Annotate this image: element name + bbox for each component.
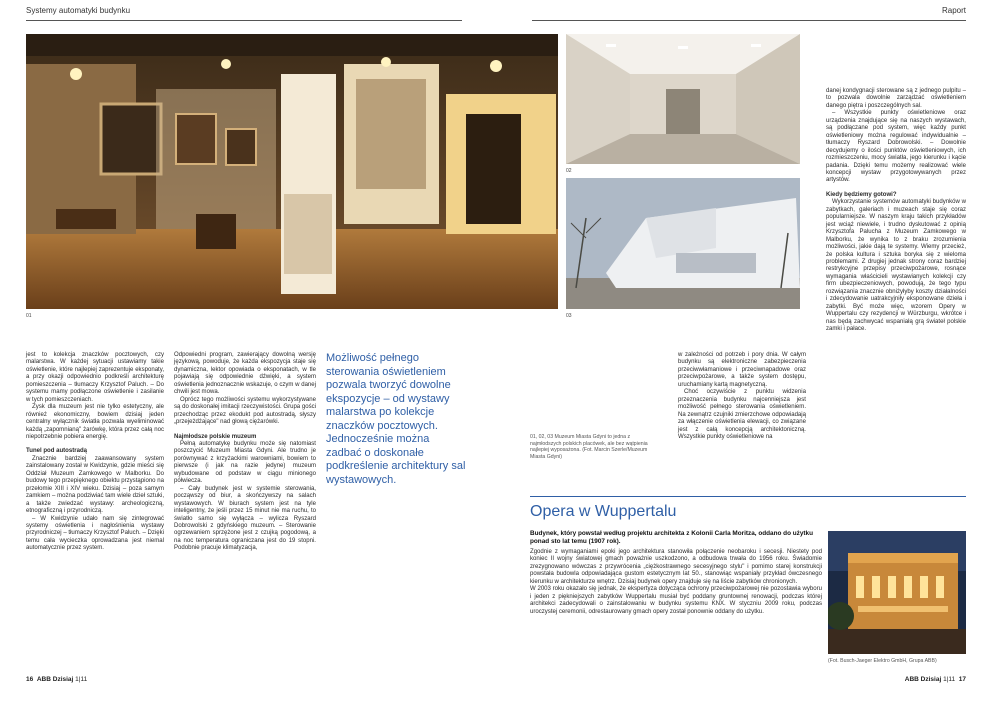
section-label: Raport	[941, 6, 966, 15]
paragraph: Zgodnie z wymaganiami epoki jego architektura stanowiła połączenie neobaroku i secesji. Niestety pod koniec II wojny światowej gmach poważnie uszkodzono, a odbudowa trwała do 1956 roku. Świadomie zrezygnowano wówczas z przywrócenia „ciężkostrawnego secesyjnego stylu" i pomimo starej konstrukcji powstała budowla odpowiadająca gustom estetycznym lat 50., stanowiąc wspaniały przykład ówczesnego kierunku w architekturze wnętrz. Dzisiaj budynek opery znajduje się na liście zabytków chronionych.	[530, 549, 822, 585]
paragraph: – Cały budynek jest w systemie sterowania, począwszy od biur, a skończywszy na salach wystawowych. W biurach system jest na tyle inteligentny, że jeśli przez 15 minut nie ma ruchu, to światło samo się wyłącza – wylicza Ryszard Dobrowolski z gdyńskiego muzeum. – Sterowanie ogrzewaniem sprzężone jest z czujką pogodową, a na noc temperatura ograniczana jest do 19 stopni. Podobnie pracuje klimatyzacja,	[174, 485, 316, 552]
paragraph: Choć oczywiście z punktu widzenia przeznaczenia budynku najcenniejsza jest możliwość pełnego sterowania oświetleniem. Na zewnątrz czujniki zmierzchowe odpowiadają za włączenie oświetlenia elewacji, co związane jest z całą koncepcją architektoniczną. Wszystkie punkty oświetleniowe na	[678, 389, 806, 440]
museum-building-image	[566, 178, 800, 309]
section-title: Systemy automatyki budynku	[26, 6, 131, 15]
subheading: Najmłodsze polskie muzeum	[174, 433, 257, 440]
photo-museum-building	[566, 178, 800, 309]
paragraph: danej kondygnacji sterowane są z jednego pulpitu – to pozwala dowolnie zarządzać oświetleniem danego piętra i poszczególnych sal.	[826, 88, 966, 109]
photo-label-03: 03	[566, 313, 572, 319]
page-number-left: 16	[26, 676, 34, 683]
header-rule-left	[26, 20, 462, 21]
photo-label-02: 02	[566, 168, 572, 174]
paragraph: jest to kolekcja znaczków pocztowych, czy malarstwa. W każdej sytuacji ustawiamy takie oświetlenie, które najlepiej zaprezentuje eksponaty, a przy okazji odpowiednio podkreśli architekturę pomieszczenia – tłumaczy Krzysztof Paluch. – Do systemu mamy podłączone oświetlenie i zasilanie w tych pomieszczeniach.	[26, 352, 164, 403]
opera-body	[530, 549, 822, 616]
paragraph: Wykorzystanie systemów automatyki budynków w zabytkach, galeriach i muzeach staje się coraz popularniejsze. W naszym kraju takich przykładów jest wciąż niewiele, i trudno dyskutować z opinią Krzysztofa Palucha z Muzeum Zamkowego w Malborku, że wynika to z braku zrozumienia możliwości, jakie dają te systemy. Wiemy przecież, że polska kultura i sztuka boryka się z wieloma problemami. Z drugiej jednak strony coraz bardziej restrykcyjne przepisy przeciwpożarowe, rosnące wymagania właścicieli wystawianych kolekcji czy firm ubezpieczeniowych, powodują, że tego typu rozwiązania znacznie obniżyłyby koszty działalności i zdecydowanie uatrakcyjniły eksponowane dzieła i zabytki. Być może więc, wzorem Opery w Wuppertalu czy rezydencji w Würzburgu, wkrótce i nas będą zachwycać wspaniałą grą świateł polskie zamki i pałace.	[826, 199, 966, 333]
issue-left: 1|11	[75, 676, 88, 683]
text-column-4	[826, 88, 966, 334]
opera-photo-caption: (Fot. Busch-Jaeger Elektro GmbH, Grupa ABB)	[828, 658, 937, 664]
subheading: Tunel pod autostradą	[26, 448, 88, 455]
museum-corridor-image	[566, 34, 800, 164]
photo-label-01: 01	[26, 313, 32, 319]
paragraph: Zysk dla muzeum jest nie tylko estetyczny, ale również ekonomiczny, bowiem dzisiaj jeden centralny wyłącznik światła pozwala wyeliminować każdą „zapomnianą" żarówkę, która przez całą noc niepotrzebnie pobiera energię.	[26, 404, 164, 440]
subheading: Kiedy będziemy gotowi?	[826, 191, 897, 198]
opera-heading: Opera w Wuppertalu	[530, 503, 677, 520]
paragraph: Znacznie bardziej zaawansowany system zainstalowany został w Kwidzynie, gdzie mieści się Oddział Muzeum Zamkowego w Malborku. Do budowy tego przepięknego obiektu przystąpiono na przełomie XIII i XIV wieku. Dzisiaj – poza samym zamkiem – można podziwiać tam wiele dzieł sztuki, a także zwiedzać wystawy: archeologiczną, etnograficzną i przyrodniczą.	[26, 455, 164, 515]
header-rule-right	[532, 20, 966, 21]
paragraph: – W Kwidzynie udało nam się zintegrować systemy oświetlenia i nagłośnienia wystawy przyrodniczej – tłumaczy Krzysztof Paluch. – Dzięki temu cała wycieczka oprowadzana jest niemal automatycznie przez system.	[26, 515, 164, 552]
paragraph: – Wszystkie punkty oświetleniowe oraz urządzenia znajdujące się na naszych wystawach, są podłączane pod system, więc każdy punkt oświetleniowy można regulować indywidualnie – tłumaczy Ryszard Dobrowolski. – Dowolnie decydujemy o ilości punktów oświetleniowych, ich rozmieszczeniu, mocy światła, jego kierunku i kącie padania. Dzięki temu możemy realizować wiele koncepcji wystaw przygotowywanych przez artystów.	[826, 110, 966, 184]
photo-museum-interior	[26, 34, 558, 309]
page-number-right: 17	[958, 676, 966, 683]
opera-building-image	[828, 531, 966, 654]
photo-opera-wuppertal	[828, 531, 966, 654]
paragraph: w zależności od potrzeb i pory dnia. W całym budynku są elektroniczne zabezpieczenia przeciwwłamaniowe i przeciwnapadowe oraz przeciwpożarowe, a także system dostępu, uruchamiany kartą magnetyczną.	[678, 352, 806, 388]
footer-left	[26, 676, 87, 683]
text-column-2	[174, 352, 316, 553]
photo-museum-corridor	[566, 34, 800, 164]
text-column-1	[26, 352, 164, 553]
paragraph: Oprócz tego możliwości systemu wykorzystywane są do doskonałej imitacji rzeczywistości. Grupa gości przechodząc przez ekodukt pod autostradą, słyszy „przejeżdżające" nad głową ciężarówki.	[174, 396, 316, 426]
magazine-name-left: ABB Dzisiaj	[36, 676, 74, 683]
photo-caption: 01, 02, 03 Muzeum Miasta Gdyni to jedna z najmłodszych polskich placówek, ale bez wątpienia najlepiej wyposażona. (Fot. Marcin Szerle/Muzeum Miasta Gdyni)	[530, 434, 648, 460]
museum-interior-image	[26, 34, 558, 309]
opera-lead: Budynek, który powstał według projektu architekta z Kolonii Carla Moritza, oddano do użytku ponad sto lat temu (1907 rok).	[530, 530, 813, 545]
issue-right: 1|11	[943, 676, 956, 683]
paragraph: Odpowiedni program, zawierający dowolną wersję językową, powoduje, że każda ekspozycja staje się dynamiczna, lektor opowiada o eksponatach, w tle pojawiają się odpowiednie dźwięki, a system oświetlenia jednoznacznie wskazuje, o czym w danej chwili jest mowa.	[174, 352, 316, 396]
paragraph: W 2003 roku okazało się jednak, że ekspertyza dotycząca ochrony przeciwpożarowej nie pozostawia wyboru i jeden z piękniejszych zabytków Wuppertalu musiał być poddany gruntownej renowacji, podczas której architekci zadecydowali o zainstalowaniu w budynku systemu KNX. W styczniu 2009 roku, podczas uroczystej ceremonii, odrestaurowany gmach opery został ponownie oddany do użytku.	[530, 586, 822, 615]
opera-rule	[530, 496, 966, 497]
magazine-name-right: ABB Dzisiaj	[904, 676, 942, 683]
text-column-3	[678, 352, 806, 441]
pull-quote: Możliwość pełnego sterowania oświetleniem pozwala tworzyć dowolne ekspozycje – od wystawy malarstwa po kolekcje znaczków pocztowych. Jednocześnie można zadbać o doskonałe podkreślenie architektury sal wystawowych.	[326, 352, 466, 486]
footer-right	[905, 676, 966, 683]
paragraph: Pełną automatykę budynku może się natomiast poszczycić Muzeum Miasta Gdyni. Ale trudno je porównywać z krzyżackimi warowniami, bowiem to pierwsze (i jak na razie jedyne) muzeum wybudowane od podstaw w ciągu minionego półwiecza.	[174, 440, 316, 485]
